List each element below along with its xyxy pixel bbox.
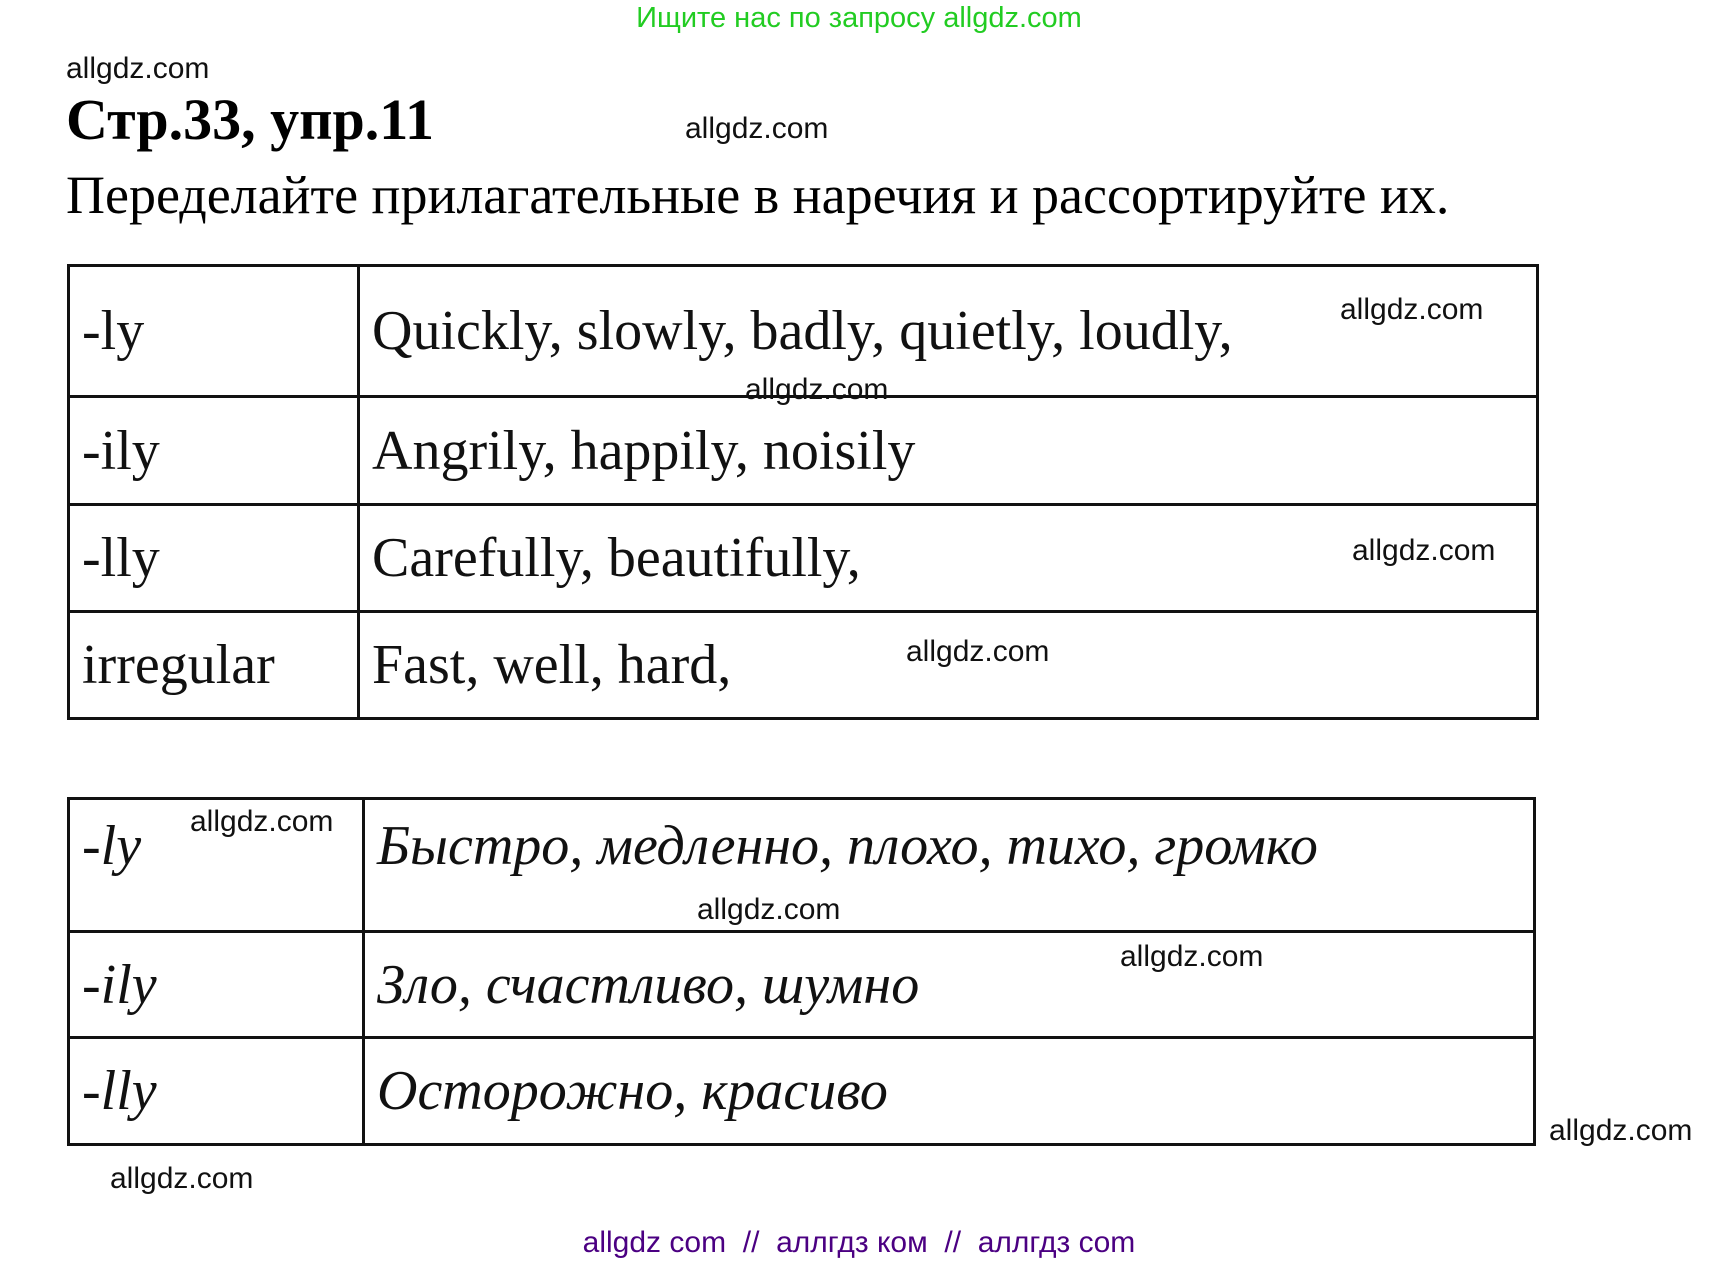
footer-link[interactable]: allgdz com // аллгдз ком // аллгдз com [582,1226,1136,1259]
words-cell: Angrily, happily, noisily [359,397,1538,505]
words-cell: Quickly, slowly, badly, quietly, loudly, [359,266,1538,397]
russian-adverbs-table [67,797,1536,1146]
table-row [69,612,1538,719]
words-cell: Fast, well, hard, [359,612,1538,719]
watermark: allgdz.com [1549,1114,1693,1147]
suffix-cell: -ily [69,397,359,505]
instruction: Переделайте прилагательные в наречия и рассортируйте их. [66,165,1450,225]
watermark: allgdz.com [1352,534,1496,567]
watermark: allgdz.com [906,635,1050,668]
words-cell: Быстро, медленно, плохо, тихо, громко [364,799,1535,932]
watermark: allgdz.com [1120,940,1264,973]
suffix-cell: -ily [69,932,364,1038]
table-row [69,397,1538,505]
watermark: allgdz.com [66,52,210,85]
page-title: Стр.33, упр.11 [66,87,435,152]
suffix-cell: irregular [69,612,359,719]
suffix-cell: -ly [69,266,359,397]
watermark: allgdz.com [1340,293,1484,326]
table-row [69,505,1538,612]
watermark: allgdz.com [110,1162,254,1195]
english-adverbs-table [67,264,1539,720]
table-row [69,932,1535,1038]
table-row [69,1038,1535,1145]
suffix-cell: -lly [69,505,359,612]
watermark: allgdz.com [190,805,334,838]
watermark: allgdz.com [685,112,829,145]
words-cell: Зло, счастливо, шумно [364,932,1535,1038]
suffix-cell: -lly [69,1038,364,1145]
header-banner: Ищите нас по запросу allgdz.com [636,2,1082,34]
watermark: allgdz.com [745,373,889,406]
watermark: allgdz.com [697,893,841,926]
words-cell: Carefully, beautifully, [359,505,1538,612]
words-cell: Осторожно, красиво [364,1038,1535,1145]
suffix-cell: -ly [69,799,364,932]
